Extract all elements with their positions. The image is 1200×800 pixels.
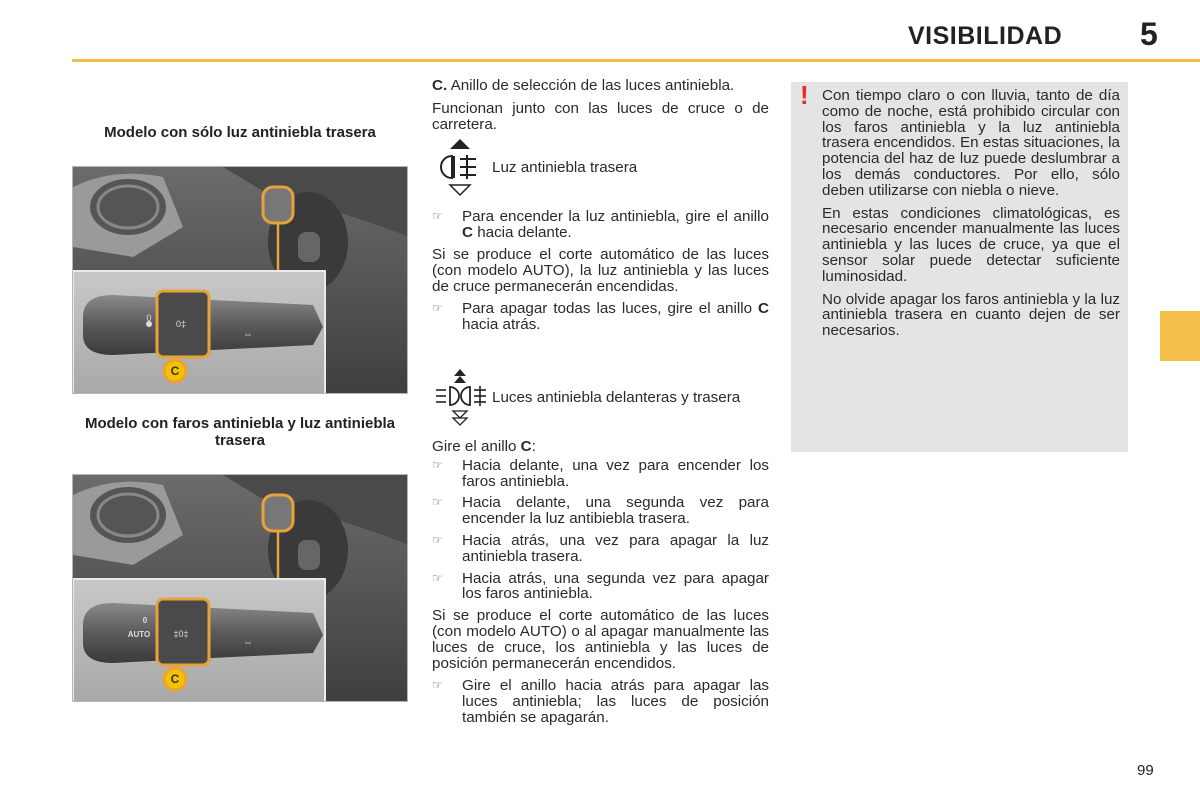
svg-text:0: 0 xyxy=(146,313,152,323)
paragraph-3: Gire el anillo C: xyxy=(432,437,536,455)
auto-label: AUTO xyxy=(127,630,151,639)
warning-icon: ! xyxy=(800,80,809,110)
chapter-tab xyxy=(1160,311,1200,361)
pointing-hand-icon: ☞ xyxy=(432,570,443,585)
svg-text:0‡: 0‡ xyxy=(175,319,187,329)
page-number: 99 xyxy=(1137,762,1154,779)
chapter-number: 5 xyxy=(1140,16,1158,52)
front-rear-fog-label: Luces antiniebla delanteras y trasera xyxy=(492,389,741,407)
icon-row-rear-fog xyxy=(432,139,769,197)
pointing-hand-icon: ☞ xyxy=(432,532,443,547)
warning-paragraph-3: No olvide apagar los faros antiniebla y la luz antiniebla trasera en cuanto dejen de ser necesarios. xyxy=(822,290,1120,340)
figure-front-rear-fog-stalk xyxy=(72,474,408,702)
paragraph-2: Si se produce el corte automático de las luces (con modelo AUTO), la luz antiniebla y las luces de cruce permanecerán encendidas. xyxy=(432,245,769,295)
paragraph-4: Si se produce el corte automático de las luces (con modelo AUTO) o al apagar manualmente las luces de cruce, los antiniebla y las luces de posición permanecerán encendidos. xyxy=(432,607,769,672)
figure-caption-front-rear-fog: Modelo con faros antiniebla y luz antiniebla trasera xyxy=(84,415,396,449)
bullet-forward-once: ☞ Hacia delante, una vez para encender los faros antiniebla. xyxy=(432,456,769,490)
header-divider xyxy=(72,59,1200,62)
front-rear-fog-lamp-icon xyxy=(432,369,492,427)
bullet-back-once: ☞ Hacia atrás, una vez para apagar la luz antiniebla trasera. xyxy=(432,531,769,565)
warning-paragraph-2: En estas condiciones climatológicas, es necesario encender manualmente las luces antiniebla y las luces de cruce, ya que el sensor solar puede detectar suficiente luminosidad. xyxy=(822,204,1120,285)
pointing-hand-icon: ☞ xyxy=(432,301,443,316)
bullet-turn-ring-back: ☞ Gire el anillo hacia atrás para apagar las luces antiniebla; las luces de posición también se apagarán. xyxy=(432,677,769,726)
bullet-turn-on: ☞ Para encender la luz antiniebla, gire el anillo C hacia delante. xyxy=(432,208,769,242)
middle-column xyxy=(432,78,769,732)
bullet-turn-off: ☞ Para apagar todas las luces, gire el anillo C hacia atrás. xyxy=(432,300,769,334)
c-label: C. xyxy=(432,77,448,94)
bullet-back-twice: ☞ Hacia atrás, una segunda vez para apagar los faros antiniebla. xyxy=(432,569,769,603)
warning-paragraph-1: Con tiempo claro o con lluvia, tanto de día como de noche, está prohibido circular con los faros antiniebla y la luz antiniebla trasera encendidos. En estas situaciones, la potencia del haz de luz puede deslumbrar a los demás conductores. Por ello, sólo deben utilizarse con niebla o nieve. xyxy=(822,87,1120,199)
figure-rear-fog-stalk xyxy=(72,166,408,394)
stalk-illustration-2 xyxy=(73,475,408,702)
ring-c-label-1: C xyxy=(170,364,180,378)
svg-text:⇔: ⇔ xyxy=(243,637,253,648)
stalk-illustration-1 xyxy=(73,167,408,394)
pointing-hand-icon: ☞ xyxy=(432,495,443,510)
rear-fog-label: Luz antiniebla trasera xyxy=(492,159,638,177)
pointing-hand-icon: ☞ xyxy=(432,209,443,224)
paragraph-1: Funcionan junto con las luces de cruce o de carretera. xyxy=(432,99,769,133)
ring-c-label-2: C xyxy=(170,672,180,686)
svg-text:‡0‡: ‡0‡ xyxy=(173,629,189,639)
svg-text:0: 0 xyxy=(142,616,148,625)
figure-caption-rear-fog: Modelo con sólo luz antiniebla trasera xyxy=(104,124,376,141)
bullet-forward-twice: ☞ Hacia delante, una segunda vez para encender la luz antibiebla trasera. xyxy=(432,494,769,528)
svg-text:⇔: ⇔ xyxy=(243,329,253,340)
pointing-hand-icon: ☞ xyxy=(432,678,443,693)
c-text: Anillo de selección de las luces antiniebla. xyxy=(447,77,735,94)
warning-box xyxy=(791,82,1128,452)
pointing-hand-icon: ☞ xyxy=(432,457,443,472)
c-definition xyxy=(432,78,769,94)
icon-row-front-rear-fog xyxy=(432,369,769,427)
rear-fog-lamp-icon xyxy=(432,139,492,197)
page-title: VISIBILIDAD xyxy=(908,22,1063,50)
